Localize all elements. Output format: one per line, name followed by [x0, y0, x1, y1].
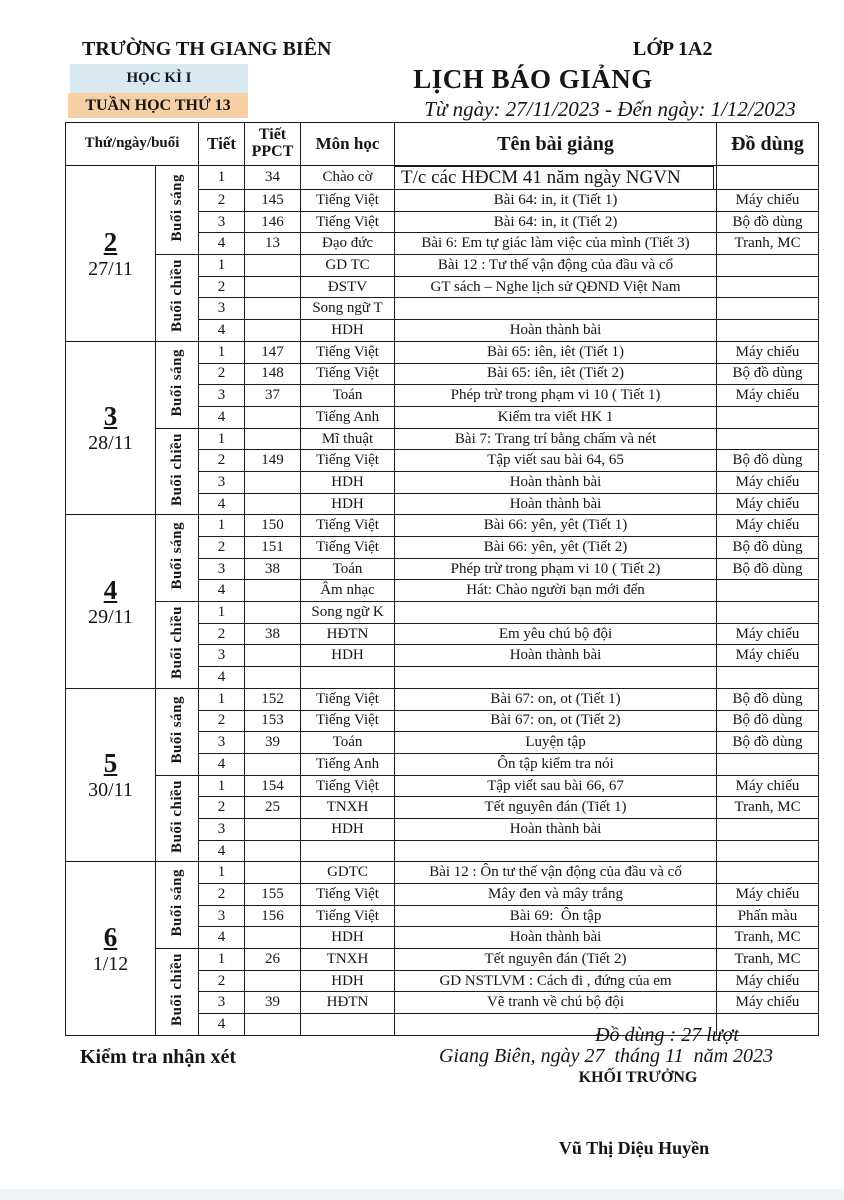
ppct-number: 152	[245, 688, 301, 710]
lesson-title: GD NSTLVM : Cách đi , đứng của em	[395, 970, 717, 992]
subject-name: HĐTN	[301, 623, 395, 645]
day-number: 3	[103, 401, 118, 432]
period-number: 2	[199, 537, 245, 559]
day-cell	[66, 862, 156, 1036]
equipment: Bộ đồ dùng	[717, 363, 819, 385]
subject-name: Âm nhạc	[301, 580, 395, 602]
lesson-title	[395, 667, 717, 689]
ppct-number	[245, 753, 301, 775]
period-number: 2	[199, 190, 245, 212]
day-number: 4	[103, 574, 118, 605]
schedule-row	[66, 515, 819, 537]
ppct-number	[245, 493, 301, 515]
day-cell	[66, 166, 156, 342]
equipment: Phấn màu	[717, 905, 819, 927]
period-number: 4	[199, 927, 245, 949]
lesson-title	[395, 298, 717, 320]
ppct-number: 150	[245, 515, 301, 537]
equipment	[717, 406, 819, 428]
period-number: 2	[199, 363, 245, 385]
subject-name: Chào cờ	[301, 166, 395, 190]
equipment: Bộ đồ dùng	[717, 211, 819, 233]
lesson-title: Tết nguyên đán (Tiết 1)	[395, 797, 717, 819]
lesson-title	[395, 840, 717, 862]
period-number: 2	[199, 450, 245, 472]
session-label: Buổi chiều	[168, 953, 185, 1026]
ppct-number: 39	[245, 732, 301, 754]
ppct-number	[245, 862, 301, 884]
session-label: Buổi sáng	[168, 869, 185, 937]
equipment: Máy chiếu	[717, 341, 819, 363]
subject-name: HDH	[301, 320, 395, 342]
signer-role: KHỐI TRƯỞNG	[578, 1069, 698, 1086]
subject-name: TNXH	[301, 797, 395, 819]
equipment: Máy chiếu	[717, 970, 819, 992]
signer-name: Vũ Thị Diệu Huyền	[558, 1138, 710, 1158]
lesson-title: Bài 65: iên, iêt (Tiết 2)	[395, 363, 717, 385]
equipment	[717, 298, 819, 320]
lesson-title: Hoàn thành bài	[395, 320, 717, 342]
place-date: Giang Biên, ngày 27 tháng 11 năm 2023	[438, 1045, 774, 1067]
equipment	[717, 428, 819, 450]
session-label: Buổi sáng	[168, 348, 185, 417]
period-number: 2	[199, 710, 245, 732]
equipment	[717, 320, 819, 342]
lesson-title: Tập viết sau bài 66, 67	[395, 775, 717, 797]
session-cell	[156, 515, 199, 602]
day-date: 30/11	[88, 779, 133, 802]
subject-name: Toán	[301, 558, 395, 580]
subject-name	[301, 667, 395, 689]
ppct-number: 156	[245, 905, 301, 927]
period-number: 1	[199, 166, 245, 190]
period-number: 1	[199, 602, 245, 624]
subject-name	[301, 1014, 395, 1036]
subject-name: HDH	[301, 818, 395, 840]
equipment	[717, 602, 819, 624]
equipment	[717, 667, 819, 689]
subject-name: HDH	[301, 471, 395, 493]
subject-name: Đạo đức	[301, 233, 395, 255]
day-number: 6	[103, 921, 118, 952]
subject-name: Tiếng Việt	[301, 905, 395, 927]
column-header-subject: Môn học	[301, 123, 395, 166]
schedule-row	[66, 862, 819, 884]
session-label: Buổi chiều	[168, 779, 185, 853]
period-number: 4	[199, 493, 245, 515]
lesson-title: GT sách – Nghe lịch sử QĐND Việt Nam	[395, 276, 717, 298]
session-cell	[156, 602, 199, 689]
session-label: Buổi sáng	[168, 173, 185, 242]
subject-name: Tiếng Việt	[301, 450, 395, 472]
page-title: LỊCH BÁO GIẢNG	[413, 64, 653, 94]
lesson-title: Hoàn thành bài	[395, 927, 717, 949]
ppct-number	[245, 645, 301, 667]
lesson-title: Bài 64: in, it (Tiết 1)	[395, 190, 717, 212]
lesson-title	[395, 166, 717, 190]
lesson-title: Hát: Chào người bạn mới đến	[395, 580, 717, 602]
ppct-number	[245, 580, 301, 602]
period-number: 3	[199, 905, 245, 927]
check-note: Kiểm tra nhận xét	[80, 1046, 237, 1068]
subject-name: Tiếng Việt	[301, 341, 395, 363]
subject-name: Tiếng Việt	[301, 211, 395, 233]
subject-name: Song ngữ K	[301, 602, 395, 624]
ppct-number: 39	[245, 992, 301, 1014]
ppct-number: 26	[245, 949, 301, 971]
lesson-title: Bài 12 : Tư thế vận động của đầu và cổ	[395, 255, 717, 277]
subject-name: Tiếng Anh	[301, 406, 395, 428]
ppct-number	[245, 927, 301, 949]
period-number: 3	[199, 298, 245, 320]
period-number: 1	[199, 862, 245, 884]
period-number: 4	[199, 233, 245, 255]
ppct-number	[245, 471, 301, 493]
bottom-strip	[0, 1189, 844, 1200]
ppct-number	[245, 406, 301, 428]
equipment: Máy chiếu	[717, 623, 819, 645]
day-number: 5	[103, 748, 118, 779]
ppct-number: 38	[245, 558, 301, 580]
equipment: Máy chiếu	[717, 471, 819, 493]
subject-name: Tiếng Việt	[301, 190, 395, 212]
subject-name: Song ngữ T	[301, 298, 395, 320]
session-cell	[156, 949, 199, 1036]
column-header-equipment: Đồ dùng	[717, 123, 819, 166]
lesson-title: Vẽ tranh về chú bộ đội	[395, 992, 717, 1014]
day-number: 2	[103, 226, 118, 257]
school-name: TRƯỜNG TH GIANG BIÊN	[82, 38, 332, 60]
ppct-number	[245, 602, 301, 624]
ppct-number: 148	[245, 363, 301, 385]
ppct-number: 153	[245, 710, 301, 732]
session-label: Buổi chiều	[168, 606, 185, 679]
period-number: 2	[199, 797, 245, 819]
subject-name: Toán	[301, 732, 395, 754]
equipment: Bộ đồ dùng	[717, 558, 819, 580]
date-range: Từ ngày: 27/11/2023 - Đến ngày: 1/12/2023	[424, 97, 796, 121]
equipment-total: Đồ dùng : 27 lượt	[595, 1024, 739, 1046]
equipment: Máy chiếu	[717, 190, 819, 212]
period-number: 2	[199, 276, 245, 298]
lesson-title: Bài 66: yên, yêt (Tiết 1)	[395, 515, 717, 537]
session-cell	[156, 862, 199, 949]
period-number: 3	[199, 732, 245, 754]
equipment: Bộ đồ dùng	[717, 710, 819, 732]
lesson-title: Em yêu chú bộ đội	[395, 623, 717, 645]
session-label: Buổi sáng	[168, 522, 185, 590]
lesson-title: Hoàn thành bài	[395, 471, 717, 493]
subject-name: Tiếng Việt	[301, 363, 395, 385]
day-cell	[66, 515, 156, 689]
lesson-title: Bài 64: in, it (Tiết 2)	[395, 211, 717, 233]
semester-badge: HỌC KÌ I	[70, 64, 248, 93]
equipment: Tranh, MC	[717, 927, 819, 949]
subject-name: Tiếng Anh	[301, 753, 395, 775]
subject-name: HDH	[301, 493, 395, 515]
session-cell	[156, 688, 199, 775]
subject-name: Tiếng Việt	[301, 710, 395, 732]
lesson-title: Kiểm tra viết HK 1	[395, 406, 717, 428]
subject-name: HDH	[301, 645, 395, 667]
session-cell	[156, 166, 199, 255]
ppct-number: 155	[245, 884, 301, 906]
subject-name: GD TC	[301, 255, 395, 277]
period-number: 3	[199, 558, 245, 580]
session-cell	[156, 255, 199, 342]
ppct-number: 147	[245, 341, 301, 363]
period-number: 4	[199, 406, 245, 428]
ppct-number: 154	[245, 775, 301, 797]
period-number: 1	[199, 775, 245, 797]
column-header-period: Tiết	[199, 123, 245, 166]
lesson-title: Hoàn thành bài	[395, 493, 717, 515]
period-number: 4	[199, 1014, 245, 1036]
lesson-title: Ôn tập kiểm tra nói	[395, 753, 717, 775]
subject-name: TNXH	[301, 949, 395, 971]
equipment: Máy chiếu	[717, 775, 819, 797]
equipment	[717, 840, 819, 862]
period-number: 3	[199, 992, 245, 1014]
equipment	[717, 862, 819, 884]
ppct-number: 38	[245, 623, 301, 645]
day-date: 28/11	[88, 432, 133, 455]
ppct-number	[245, 840, 301, 862]
lesson-title: Bài 69: Ôn tập	[395, 905, 717, 927]
period-number: 1	[199, 341, 245, 363]
lesson-title	[395, 602, 717, 624]
schedule-row	[66, 775, 819, 797]
period-number: 4	[199, 753, 245, 775]
equipment: Máy chiếu	[717, 992, 819, 1014]
ppct-number	[245, 320, 301, 342]
ppct-number	[245, 276, 301, 298]
period-number: 3	[199, 211, 245, 233]
session-cell	[156, 775, 199, 862]
period-number: 1	[199, 255, 245, 277]
equipment: Máy chiếu	[717, 385, 819, 407]
equipment: Tranh, MC	[717, 233, 819, 255]
day-date: 1/12	[92, 952, 129, 975]
ppct-number: 151	[245, 537, 301, 559]
ppct-number	[245, 428, 301, 450]
schedule-row	[66, 602, 819, 624]
schedule-table	[65, 122, 819, 1036]
session-cell	[156, 341, 199, 428]
subject-name: GDTC	[301, 862, 395, 884]
ppct-number: 149	[245, 450, 301, 472]
lesson-title: Mây đen và mây trắng	[395, 884, 717, 906]
column-header-lesson: Tên bài giảng	[395, 123, 717, 166]
equipment: Bộ đồ dùng	[717, 688, 819, 710]
equipment	[717, 276, 819, 298]
period-number: 1	[199, 949, 245, 971]
lesson-title: Bài 67: on, ot (Tiết 1)	[395, 688, 717, 710]
column-header-day: Thứ/ngày/buổi	[66, 123, 199, 166]
schedule-row	[66, 166, 819, 190]
period-number: 4	[199, 667, 245, 689]
ppct-number	[245, 970, 301, 992]
ppct-number	[245, 298, 301, 320]
ppct-number: 25	[245, 797, 301, 819]
ppct-number: 145	[245, 190, 301, 212]
schedule-row	[66, 688, 819, 710]
ppct-number	[245, 1014, 301, 1036]
subject-name: Tiếng Việt	[301, 537, 395, 559]
period-number: 4	[199, 840, 245, 862]
ppct-number	[245, 255, 301, 277]
equipment: Bộ đồ dùng	[717, 732, 819, 754]
schedule-header-row	[66, 123, 819, 166]
equipment: Máy chiếu	[717, 515, 819, 537]
period-number: 3	[199, 471, 245, 493]
equipment	[717, 255, 819, 277]
lesson-title: Bài 6: Em tự giác làm việc của mình (Tiết 3)	[395, 233, 717, 255]
equipment: Tranh, MC	[717, 949, 819, 971]
period-number: 1	[199, 428, 245, 450]
session-label: Buổi sáng	[168, 695, 185, 764]
lesson-title: Hoàn thành bài	[395, 645, 717, 667]
ppct-number	[245, 667, 301, 689]
subject-name: Toán	[301, 385, 395, 407]
subject-name: ĐSTV	[301, 276, 395, 298]
period-number: 1	[199, 688, 245, 710]
subject-name: Tiếng Việt	[301, 775, 395, 797]
subject-name: Tiếng Việt	[301, 688, 395, 710]
lesson-title: Phép trừ trong phạm vi 10 ( Tiết 2)	[395, 558, 717, 580]
equipment: Máy chiếu	[717, 645, 819, 667]
equipment: Máy chiếu	[717, 493, 819, 515]
ppct-number: 37	[245, 385, 301, 407]
subject-name: Mĩ thuật	[301, 428, 395, 450]
equipment: Bộ đồ dùng	[717, 450, 819, 472]
schedule-row	[66, 255, 819, 277]
column-header-ppct: Tiết PPCT	[245, 123, 301, 166]
lesson-title: Bài 65: iên, iêt (Tiết 1)	[395, 341, 717, 363]
schedule-row	[66, 949, 819, 971]
period-number: 3	[199, 645, 245, 667]
subject-name: HĐTN	[301, 992, 395, 1014]
equipment	[717, 753, 819, 775]
lesson-title: Luyện tập	[395, 732, 717, 754]
lesson-title-boxed: T/c các HĐCM 41 năm ngày NGVN	[395, 166, 715, 190]
lesson-title: Bài 67: on, ot (Tiết 2)	[395, 710, 717, 732]
lesson-title: Tết nguyên đán (Tiết 2)	[395, 949, 717, 971]
lesson-title: Tập viết sau bài 64, 65	[395, 450, 717, 472]
ppct-number: 13	[245, 233, 301, 255]
day-cell	[66, 341, 156, 515]
lesson-title: Phép trừ trong phạm vi 10 ( Tiết 1)	[395, 385, 717, 407]
period-number: 3	[199, 818, 245, 840]
schedule-row	[66, 428, 819, 450]
day-cell	[66, 688, 156, 862]
day-date: 29/11	[88, 605, 133, 628]
period-number: 2	[199, 884, 245, 906]
ppct-number: 146	[245, 211, 301, 233]
schedule-row	[66, 341, 819, 363]
equipment: Máy chiếu	[717, 884, 819, 906]
class-label: LỚP 1A2	[633, 38, 713, 60]
lesson-title: Bài 7: Trang trí bằng chấm và nét	[395, 428, 717, 450]
lesson-title: Bài 12 : Ôn tư thế vận động của đầu và cổ	[395, 862, 717, 884]
period-number: 2	[199, 970, 245, 992]
period-number: 3	[199, 385, 245, 407]
session-label: Buổi chiều	[168, 259, 185, 332]
subject-name: Tiếng Việt	[301, 515, 395, 537]
period-number: 4	[199, 320, 245, 342]
ppct-number: 34	[245, 166, 301, 190]
equipment: Tranh, MC	[717, 797, 819, 819]
period-number: 4	[199, 580, 245, 602]
equipment: Bộ đồ dùng	[717, 537, 819, 559]
period-number: 2	[199, 623, 245, 645]
subject-name: HDH	[301, 970, 395, 992]
equipment	[717, 580, 819, 602]
equipment	[717, 818, 819, 840]
lesson-title: Hoàn thành bài	[395, 818, 717, 840]
subject-name: HDH	[301, 927, 395, 949]
session-cell	[156, 428, 199, 515]
ppct-number	[245, 818, 301, 840]
subject-name: Tiếng Việt	[301, 884, 395, 906]
equipment	[717, 166, 819, 190]
week-badge: TUẦN HỌC THỨ 13	[68, 93, 248, 118]
period-number: 1	[199, 515, 245, 537]
subject-name	[301, 840, 395, 862]
lesson-title: Bài 66: yên, yêt (Tiết 2)	[395, 537, 717, 559]
day-date: 27/11	[88, 257, 133, 280]
session-label: Buổi chiều	[168, 432, 185, 506]
